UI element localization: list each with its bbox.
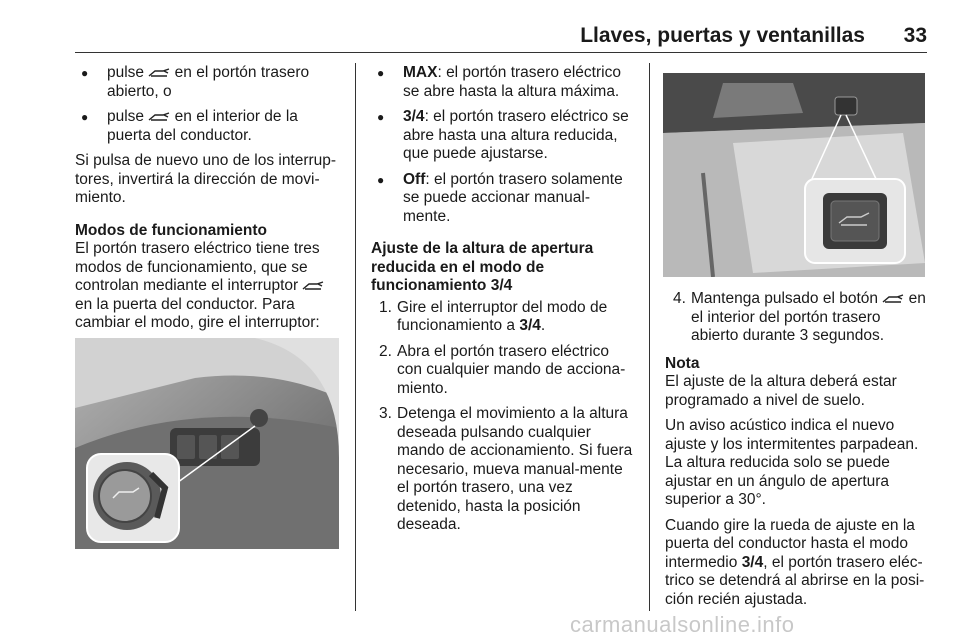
column-1 [75,64,341,340]
list-item: ● pulse en el portón trasero abierto, o [75,64,341,101]
section-heading: Modos de funcionamiento [75,221,268,239]
paragraph: Un aviso acústico indica el nuevo ajuste y los intermitentes parpadean. La altura reducida solo se puede ajustar en un ángulo de apertura superior a 30°. [665,417,919,508]
list-item: ● MAX: el portón trasero eléctrico se abre hasta la altura máxima. [371,64,636,101]
paragraph: El portón trasero eléctrico tiene tres modos de funcionamiento, que se controlan mediante el interruptor en la puerta del conductor. Para cambiar el modo, gire el interruptor: [75,240,341,333]
list-item: ● Off: el portón trasero solamente se puede accionar manual-mente. [371,171,636,227]
section-heading: Ajuste de la altura de apertura reducida en el modo de funcionamiento 3/4 [371,240,594,294]
tailgate-icon [882,293,904,305]
list-item: ● 3/4: el portón trasero eléctrico se abre hasta una altura reducida, que puede ajustarse. [371,108,636,164]
tailgate-button-photo [663,73,925,277]
paragraph: Si pulsa de nuevo uno de los interrup-tores, invertirá la dirección de movi-miento. [75,152,337,206]
column-2 [371,64,636,542]
page-number: 33 [903,24,927,47]
list-item: ● pulse en el interior de la puerta del conductor. [75,108,341,145]
list-item: 3. Detenga el movimiento a la altura deseada pulsando cualquier mando de accionamiento. Si fuera necesario, mueva manual-mente el portón trasero, una vez detenido, hasta la posición deseada. [379,405,633,533]
note-text: El ajuste de la altura deberá estar programado a nivel de suelo. [665,373,897,409]
column-divider-right [649,63,650,611]
page-header [75,22,927,52]
watermark: carmanualsonline.info [570,612,795,637]
list-item: 4. Mantenga pulsado el botón en el interior del portón trasero abierto durante 3 segundos. [673,290,926,344]
tailgate-icon [148,111,170,123]
page-title: Llaves, puertas y ventanillas [580,24,865,47]
column-3 [665,290,927,616]
header-rule [75,52,927,53]
tailgate-icon [302,280,324,292]
tailgate-icon [148,67,170,79]
column-divider-left [355,63,356,611]
paragraph: Cuando gire la rueda de ajuste en la puerta del conductor hasta el modo intermedio 3/4, el portón trasero eléc-trico se detendrá al abrirse en la posi-ción recién ajustada. [665,516,925,608]
list-item: 1. Gire el interruptor del modo de funcionamiento a 3/4. [379,298,608,334]
door-switch-photo [75,338,339,549]
list-item: 2. Abra el portón trasero eléctrico con cualquier mando de acciona-miento. [379,342,626,397]
note-heading: Nota [665,354,700,372]
